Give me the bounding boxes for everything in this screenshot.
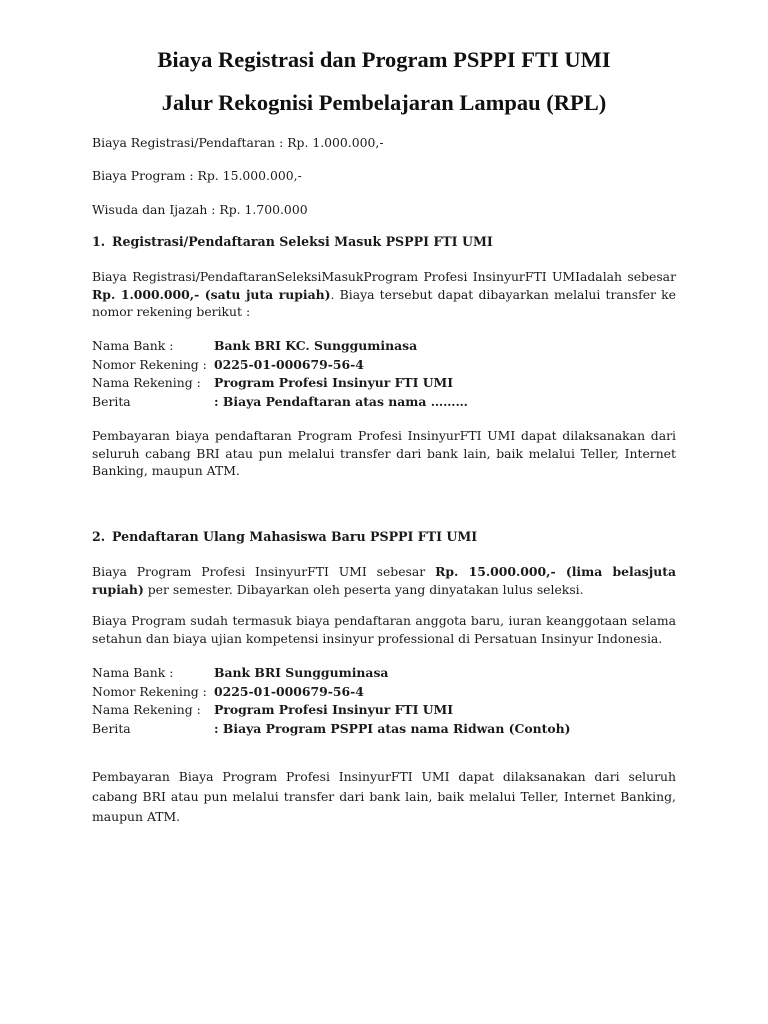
- section2-number: 2.: [92, 529, 106, 544]
- section1-intro-before: Biaya Registrasi/PendaftaranSeleksiMasukProgram Profesi InsinyurFTI UMIadalah sebesar: [92, 269, 676, 284]
- bank-label: Berita: [92, 720, 131, 736]
- bank-label: Berita: [92, 393, 131, 409]
- bank-label: Nama Bank :: [92, 338, 174, 353]
- bank-value: Bank BRI Sungguminasa: [214, 665, 389, 680]
- section2-includes: Biaya Program sudah termasuk biaya pendaftaran anggota baru, iuran keanggotaan selama setahun dan biaya ujian kompetensi insinyur professional di Persatuan Insinyur Indonesia.: [92, 613, 676, 646]
- bank-value: 0225-01-000679-56-4: [214, 683, 364, 699]
- section2-intro: [92, 563, 676, 598]
- section1-heading-text: Registrasi/Pendaftaran Seleksi Masuk PSPPI FTI UMI: [112, 234, 493, 249]
- section1-account-number: [92, 356, 364, 375]
- fee-registration: Biaya Registrasi/Pendaftaran : Rp. 1.000.000,-: [92, 135, 384, 150]
- bank-value: Bank BRI KC. Sungguminasa: [214, 338, 418, 353]
- section2-intro-after: per semester. Dibayarkan oleh peserta yang dinyatakan lulus seleksi.: [143, 581, 584, 597]
- section1-bank-name: [92, 337, 417, 356]
- bank-label: Nomor Rekening :: [92, 683, 207, 699]
- section1-account-name: [92, 374, 453, 393]
- bank-value: : Biaya Pendaftaran atas nama ………: [214, 393, 468, 409]
- bank-value: 0225-01-000679-56-4: [214, 356, 364, 372]
- bank-label: Nama Rekening :: [92, 702, 201, 717]
- section2-account-number: [92, 683, 364, 702]
- bank-value: Program Profesi Insinyur FTI UMI: [214, 702, 454, 717]
- section1-intro-amount: Rp. 1.000.000,- (satu juta rupiah): [92, 286, 331, 302]
- bank-value: : Biaya Program PSPPI atas nama Ridwan (Contoh): [214, 720, 571, 736]
- section2-transfer-note: [92, 720, 571, 739]
- section2-intro-amount: Rp. 15.000.000,- (lima belasjuta rupiah): [92, 564, 676, 597]
- section2-intro-before: Biaya Program Profesi InsinyurFTI UMI sebesar: [92, 564, 436, 579]
- section2-heading-text: Pendaftaran Ulang Mahasiswa Baru PSPPI FTI UMI: [112, 529, 478, 544]
- section1-transfer-note: [92, 393, 468, 412]
- fee-graduation: Wisuda dan Ijazah : Rp. 1.700.000: [92, 202, 308, 217]
- bank-value: Program Profesi Insinyur FTI UMI: [214, 375, 454, 390]
- section2-account-name: [92, 701, 453, 720]
- section2-heading: [92, 529, 477, 544]
- section1-number: 1.: [92, 234, 106, 249]
- section1-intro-after: . Biaya tersebut dapat dibayarkan melalui transfer ke nomor rekening berikut :: [92, 286, 676, 319]
- bank-label: Nama Rekening :: [92, 375, 201, 390]
- section1-payment-note: Pembayaran biaya pendaftaran Program Profesi InsinyurFTI UMI dapat dilaksanakan dari seluruh cabang BRI atau pun melalui transfer dari bank lain, baik melalui Teller, Internet Banking, maupun ATM.: [92, 428, 676, 478]
- document-title: Biaya Registrasi dan Program PSPPI FTI UMI: [157, 47, 611, 72]
- document-subtitle: Jalur Rekognisi Pembelajaran Lampau (RPL): [161, 90, 607, 115]
- fee-program: Biaya Program : Rp. 15.000.000,-: [92, 168, 302, 183]
- section2-bank-name: [92, 664, 388, 683]
- bank-label: Nomor Rekening :: [92, 356, 207, 372]
- section1-heading: [92, 234, 493, 249]
- section1-intro: [92, 268, 676, 321]
- section2-payment-note: Pembayaran Biaya Program Profesi InsinyurFTI UMI dapat dilaksanakan dari seluruh cabang BRI atau pun melalui transfer dari bank lain, baik melalui Teller, Internet Banking, maupun ATM.: [92, 769, 676, 824]
- bank-label: Nama Bank :: [92, 665, 174, 680]
